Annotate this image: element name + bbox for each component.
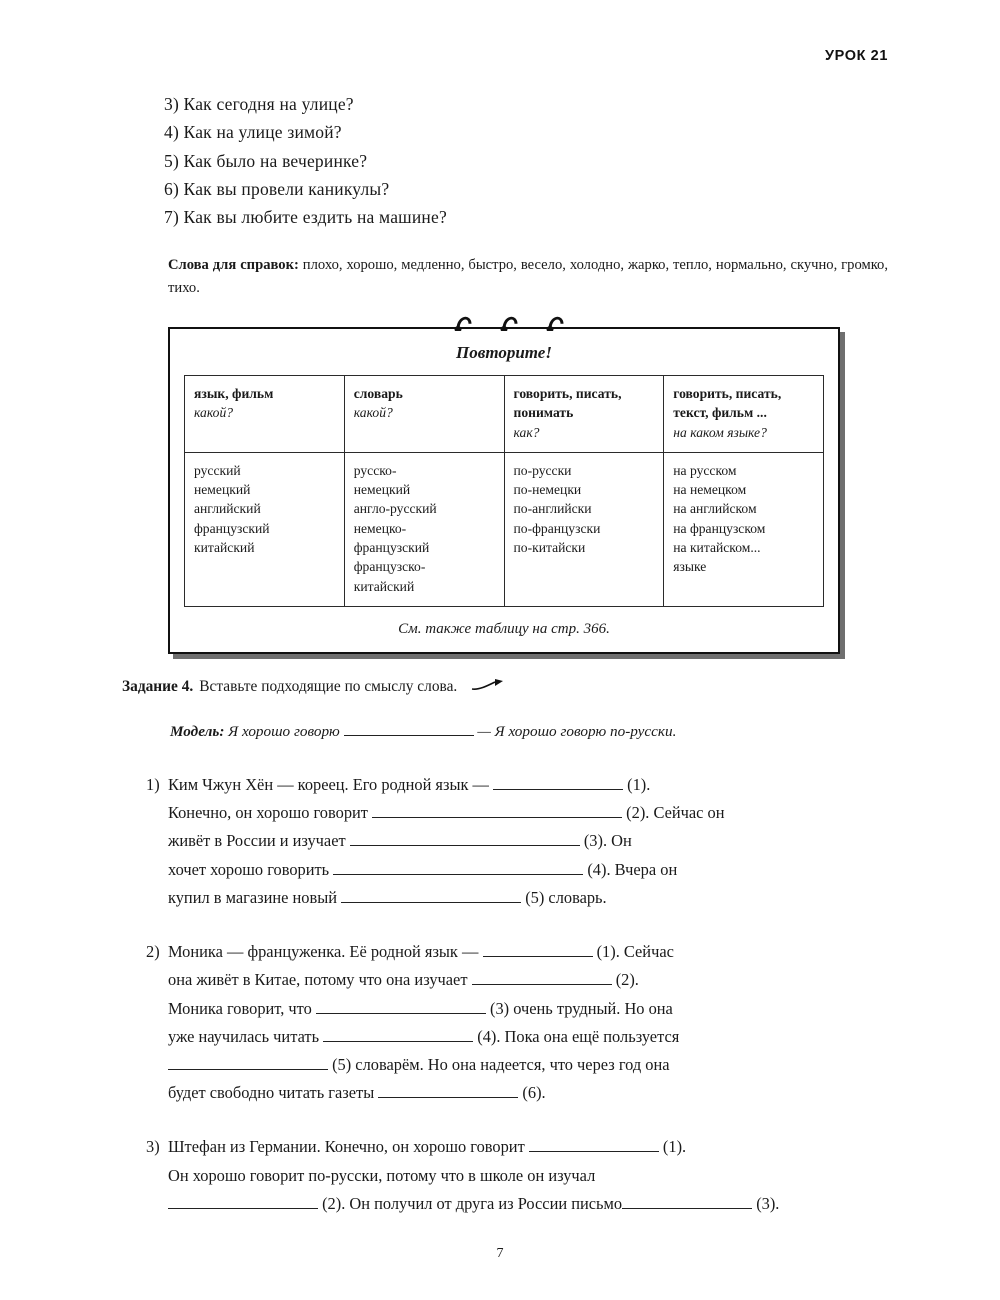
exercise-block: [146, 938, 916, 1107]
table-cell: [344, 452, 504, 606]
exercise-text: Моника говорит, что: [168, 998, 316, 1018]
list-item: по-китайски: [513, 540, 586, 556]
exercise-list: [146, 771, 916, 1218]
answer-blank[interactable]: [316, 1013, 486, 1014]
table-cell: [185, 452, 345, 606]
reference-words-text: плохо, хорошо, медленно, быстро, весело, холодно, жарко, тепло, нормально, скучно, громко, тихо.: [168, 256, 888, 297]
repeat-box-title: Повторите!: [456, 343, 552, 362]
exercise-tail: (3). Он: [579, 831, 632, 851]
table-row: [185, 376, 824, 453]
list-item: на английском: [673, 501, 757, 517]
answer-blank[interactable]: [323, 1041, 473, 1042]
list-item: английский: [194, 501, 261, 517]
repeat-box: [168, 327, 840, 654]
task-number: Задание 4.: [122, 678, 194, 696]
answer-blank[interactable]: [472, 984, 612, 985]
exercise-line: [146, 856, 916, 884]
exercise-tail: (3).: [752, 1193, 780, 1213]
exercise-line: [146, 966, 916, 994]
answer-blank[interactable]: [622, 1208, 752, 1209]
model-after: — Я хорошо говорю по-русски.: [477, 722, 677, 740]
exercise-text: купил в магазине новый: [168, 887, 342, 907]
list-item: англо-русский: [353, 501, 437, 517]
running-head: УРОК 21: [825, 48, 888, 64]
exercise-text: Штефан из Германии. Конечно, он хорошо говорит: [168, 1137, 529, 1157]
model-blank: [344, 735, 474, 736]
list-item: китайский: [353, 578, 415, 594]
list-item: немецкий: [194, 482, 251, 498]
model-label: Модель:: [170, 722, 225, 740]
exercise-line: [146, 799, 916, 827]
exercise-tail: (2). Сейчас он: [622, 803, 725, 823]
reference-words-label: Слова для справок:: [168, 256, 299, 273]
exercise-tail: (2). Он получил от друга из России письмо: [318, 1193, 623, 1213]
exercise-line: [146, 1133, 916, 1161]
column-items-3: [673, 461, 814, 577]
list-item: русско-: [353, 462, 397, 478]
exercise-tail: (6).: [518, 1083, 546, 1103]
list-item: французский: [194, 520, 270, 536]
list-item: по-немецки: [513, 482, 582, 498]
answer-blank[interactable]: [333, 874, 583, 875]
exercise-number: 3): [146, 1137, 160, 1157]
exercise-text: уже научилась читать: [168, 1026, 324, 1046]
list-item: французско-: [353, 559, 426, 575]
model-before: Я хорошо говорю: [228, 722, 340, 740]
exercise-line: [146, 1162, 916, 1190]
list-item: на французском: [673, 520, 766, 536]
exercise-tail: (1).: [623, 774, 651, 794]
column-sub-2: как?: [513, 424, 540, 440]
table-header-cell: [504, 376, 664, 453]
exercise-number: 2): [146, 942, 160, 962]
list-item: по-английски: [513, 501, 592, 517]
exercise-line: [146, 884, 916, 912]
exercise-tail: (5) словарь.: [521, 887, 607, 907]
list-item: на русском: [673, 462, 737, 478]
exercise-tail: (4). Вчера он: [583, 859, 678, 879]
column-head-2: говорить, писать, понимать: [513, 386, 622, 421]
list-item: 7) Как вы любите ездить на машине?: [164, 207, 447, 228]
exercise-tail: (1). Сейчас: [592, 942, 674, 962]
answer-blank[interactable]: [168, 1069, 328, 1070]
exercise-line: [146, 938, 916, 966]
column-items-0: [194, 461, 335, 557]
list-item: немецко-: [353, 520, 407, 536]
column-items-1: [354, 461, 495, 596]
column-sub-3: на каком языке?: [673, 424, 767, 440]
exercise-tail: (4). Пока она ещё пользуется: [473, 1026, 680, 1046]
list-item: на немецком: [673, 482, 747, 498]
answer-blank[interactable]: [372, 817, 622, 818]
list-item: по-русски: [513, 462, 572, 478]
column-head-1: словарь: [353, 386, 403, 401]
exercise-text: Ким Чжун Хён — кореец. Его родной язык —: [168, 774, 494, 794]
exercise-line: [146, 1079, 916, 1107]
column-items-2: [514, 461, 655, 557]
list-item: 3) Как сегодня на улице?: [164, 94, 354, 114]
question-list: [164, 90, 888, 232]
exercise-text: живёт в России и изучает: [168, 831, 350, 851]
list-item: по-французски: [513, 520, 601, 536]
exercise-block: [146, 1133, 916, 1218]
exercise-line: [146, 771, 916, 799]
exercise-text: Конечно, он хорошо говорит: [168, 803, 373, 823]
exercise-number: 1): [146, 774, 160, 794]
exercise-line: [146, 1023, 916, 1051]
list-item: языке: [673, 559, 707, 575]
column-head-3: говорить, писать, текст, фильм ...: [673, 386, 782, 421]
page-number: 7: [496, 1246, 504, 1261]
table-header-cell: [344, 376, 504, 453]
answer-blank[interactable]: [341, 902, 521, 903]
exercise-text: Он хорошо говорит по-русски, потому что в школе он изучал: [168, 1165, 596, 1185]
exercise-tail: (3) очень трудный. Но она: [485, 998, 673, 1018]
repeat-box-footer: См. также таблицу на стр. 366.: [398, 620, 610, 637]
answer-blank[interactable]: [168, 1208, 318, 1209]
list-item: 6) Как вы провели каникулы?: [164, 179, 390, 200]
table-cell: [504, 452, 664, 606]
exercise-text: хочет хорошо говорить: [168, 859, 334, 879]
exercise-block: [146, 771, 916, 912]
column-head-0: язык, фильм: [194, 386, 274, 401]
table-header-cell: [664, 376, 824, 453]
answer-blank[interactable]: [493, 789, 623, 790]
exercise-line: [146, 1190, 916, 1218]
exercise-tail: (2).: [611, 970, 639, 990]
table-header-cell: [185, 376, 345, 453]
list-item: на китайском...: [673, 540, 761, 556]
exercise-line: [146, 827, 916, 855]
answer-blank[interactable]: [350, 845, 580, 846]
column-sub-0: какой?: [194, 405, 234, 421]
list-item: русский: [194, 462, 241, 478]
answer-blank[interactable]: [483, 956, 593, 957]
exercise-text: она живёт в Китае, потому что она изучает: [168, 970, 472, 990]
column-sub-1: какой?: [353, 405, 393, 421]
task-heading: [122, 678, 888, 697]
exercise-text: Моника — француженка. Её родной язык —: [168, 942, 483, 962]
reference-words: [168, 254, 888, 301]
list-item: китайский: [194, 540, 255, 556]
list-item: 5) Как было на вечеринке?: [164, 150, 368, 171]
task-text: Вставьте подходящие по смыслу слова.: [199, 678, 458, 696]
answer-blank[interactable]: [529, 1151, 659, 1152]
exercise-tail: (1).: [658, 1137, 687, 1157]
repeat-box-wrapper: [168, 327, 840, 654]
list-item: 4) Как на улице зимой?: [164, 122, 342, 143]
table-row: [185, 452, 824, 606]
model-line: [170, 723, 888, 741]
list-item: немецкий: [353, 482, 411, 498]
list-item: французский: [353, 540, 430, 556]
repeat-table: [184, 375, 824, 607]
exercise-line: [146, 1051, 916, 1079]
answer-blank[interactable]: [378, 1097, 518, 1098]
exercise-text: будет свободно читать газеты: [168, 1083, 379, 1103]
exercise-line: [146, 995, 916, 1023]
exercise-tail: (5) словарём. Но она надеется, что через год она: [328, 1054, 670, 1074]
table-cell: [664, 452, 824, 606]
pencil-icon: [471, 678, 505, 697]
